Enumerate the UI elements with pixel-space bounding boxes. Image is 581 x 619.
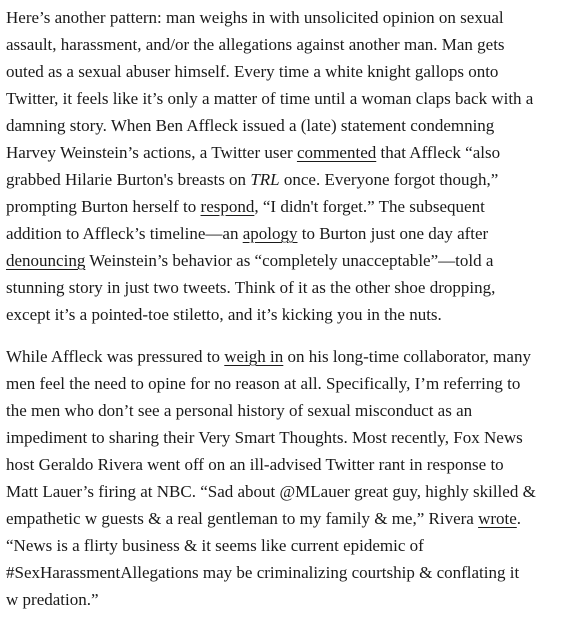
text-segment: prompting Burton herself to xyxy=(6,197,201,216)
text-segment: Weinstein’s behavior as “completely unacceptable”—told a xyxy=(85,251,494,270)
wrote-link[interactable]: wrote xyxy=(478,509,517,528)
respond-link[interactable]: respond xyxy=(200,197,255,216)
text-line xyxy=(6,505,581,532)
paragraph-rivera xyxy=(6,343,581,613)
text-segment: grabbed Hilarie Burton's breasts on xyxy=(6,170,251,189)
text-line: Twitter, it feels like it’s only a matter of time until a woman claps back with a xyxy=(6,89,534,108)
commented-link[interactable]: commented xyxy=(296,143,377,162)
text-line: “News is a flirty business & it seems like current epidemic of xyxy=(6,536,424,555)
text-line: except it’s a pointed-toe stiletto, and it’s kicking you in the nuts. xyxy=(6,305,442,324)
text-line: men feel the need to opine for no reason at all. Specifically, I’m referring to xyxy=(6,374,521,393)
text-line: w predation.” xyxy=(6,590,99,609)
text-line: assault, harassment, and/or the allegations against another man. Man gets xyxy=(6,35,505,54)
text-segment: , “I didn't forget.” The subsequent xyxy=(254,197,485,216)
paragraph-affleck xyxy=(6,4,581,328)
text-segment: to Burton just one day after xyxy=(297,224,489,243)
trl-title: TRL xyxy=(250,170,280,189)
text-line xyxy=(6,193,581,220)
text-line: #SexHarassmentAllegations may be criminalizing courtship & conflating it xyxy=(6,563,520,582)
text-line: Matt Lauer’s firing at NBC. “Sad about @MLauer great guy, highly skilled & xyxy=(6,482,536,501)
text-segment: addition to Affleck’s timeline—an xyxy=(6,224,243,243)
text-line xyxy=(6,166,581,193)
text-line xyxy=(6,139,581,166)
text-segment: . xyxy=(516,509,522,528)
text-segment: While Affleck was pressured to xyxy=(6,347,225,366)
text-line: damning story. When Ben Affleck issued a (late) statement condemning xyxy=(6,116,495,135)
text-segment: once. Everyone forgot though,” xyxy=(279,170,499,189)
text-line: the men who don’t see a personal history of sexual misconduct as an xyxy=(6,401,473,420)
text-line xyxy=(6,220,581,247)
weigh-in-link[interactable]: weigh in xyxy=(224,347,284,366)
text-line: stunning story in just two tweets. Think of it as the other shoe dropping, xyxy=(6,278,496,297)
text-segment: empathetic w guests & a real gentleman to my family & me,” Rivera xyxy=(6,509,479,528)
apology-link[interactable]: apology xyxy=(242,224,298,243)
text-segment: on his long-time collaborator, many xyxy=(283,347,531,366)
text-line xyxy=(6,343,581,370)
text-line xyxy=(6,247,581,274)
text-line: Here’s another pattern: man weighs in with unsolicited opinion on sexual xyxy=(6,8,504,27)
text-segment: that Affleck “also xyxy=(376,143,501,162)
text-line: host Geraldo Rivera went off on an ill-advised Twitter rant in response to xyxy=(6,455,504,474)
text-segment: Harvey Weinstein’s actions, a Twitter user xyxy=(6,143,297,162)
text-line: impediment to sharing their Very Smart Thoughts. Most recently, Fox News xyxy=(6,428,523,447)
text-line: outed as a sexual abuser himself. Every time a white knight gallops onto xyxy=(6,62,499,81)
denouncing-link[interactable]: denouncing xyxy=(6,251,86,270)
